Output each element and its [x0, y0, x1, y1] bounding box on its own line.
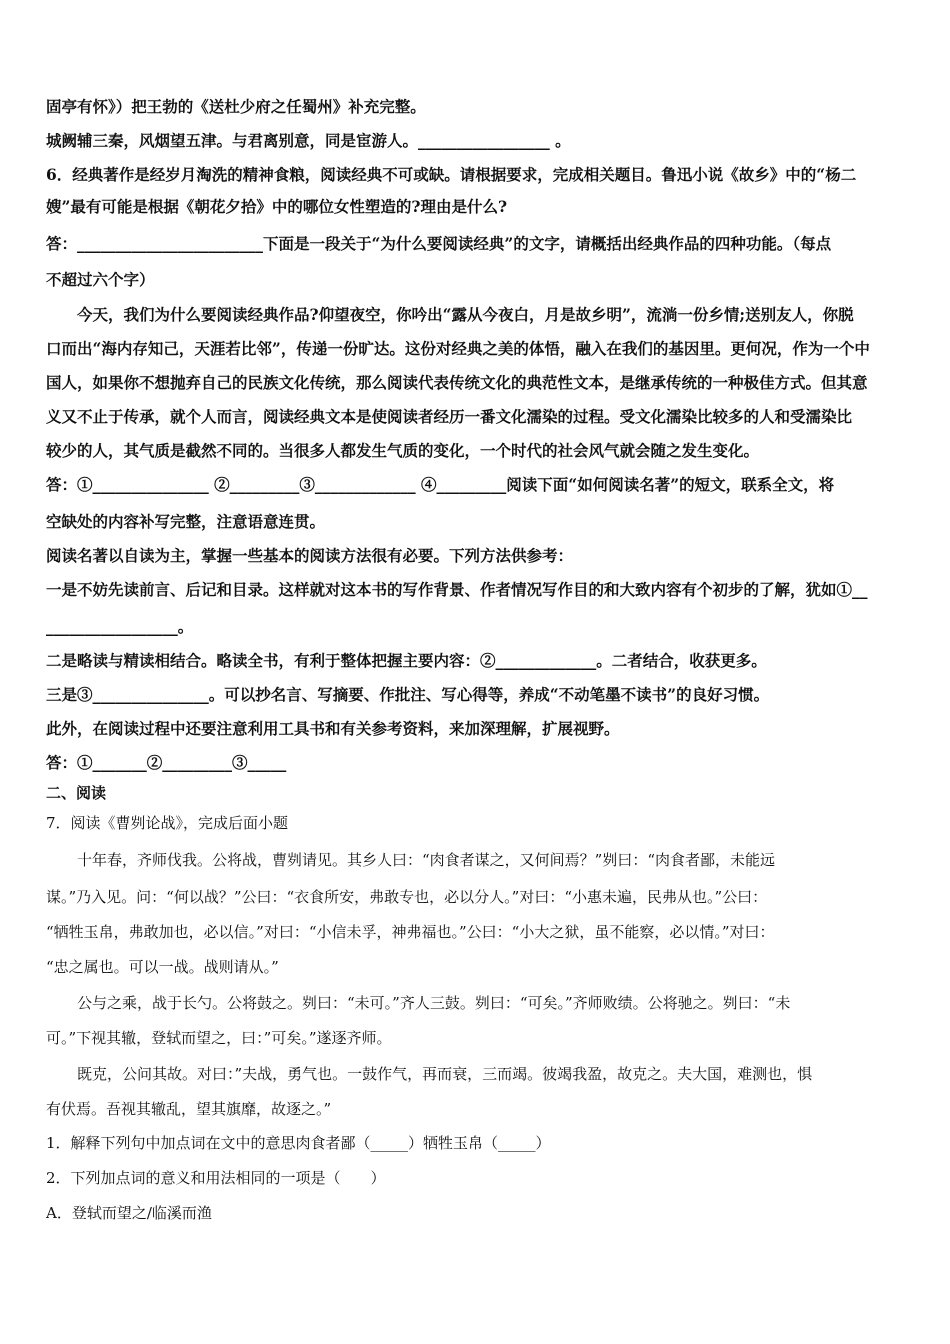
classical-text-line: 可。”下视其辙，登轼而望之，曰：”可矣。”遂逐齐师。: [46, 1029, 392, 1047]
answer-line: 答：①_______②_________③_____: [46, 753, 287, 772]
classical-text-line: “牺牲玉帛，弗敢加也，必以信。”对曰：“小信未孚，神弗福也。”公曰：“小大之狱，虽不能察，必以情。”对曰：: [46, 923, 775, 941]
passage-line: 国人，如果你不想抛弃自己的民族文化传统，那么阅读代表传统文化的典范性文本，是继承传统的一种极佳方式。但其意: [46, 373, 868, 392]
classical-text-line: 公与之乘，战于长勺。公将鼓之。刿曰：“未可。”齐人三鼓。刿曰：“可矣。”齐师败绩。公将驰之。刿曰：“未: [77, 994, 791, 1012]
passage-line: 义又不止于传承，就个人而言，阅读经典文本是使阅读者经历一番文化濡染的过程。受文化濡染比较多的人和受濡染比: [46, 407, 853, 426]
option-a: A．登轼而望之/临溪而渔: [46, 1204, 212, 1222]
passage-line: 较少的人，其气质是截然不同的。当很多人都发生气质的变化，一个时代的社会风气就会随之发生变化。: [46, 441, 760, 460]
classical-text-line: “忠之属也。可以一战。战则请从。”: [46, 958, 279, 976]
question-7-title: 7．阅读《曹刿论战》，完成后面小题: [46, 814, 289, 832]
text-line: 嫂”最有可能是根据《朝花夕拾》中的哪位女性塑造的?理由是什么?: [46, 197, 508, 216]
text-line: 固亭有怀》）把王勃的《送杜少府之任蜀州》补充完整。: [46, 97, 426, 116]
question-6-line: 6．经典著作是经岁月淘洗的精神食粮，阅读经典不可或缺。请根据要求，完成相关题目。鲁迅小说《故乡》中的“杨二: [46, 165, 857, 184]
answer-line: 答：①_______________ ②_________③_____________ ④_________阅读下面“如何阅读名著”的短文，联系全文，将: [46, 475, 835, 494]
classical-text-line: 十年春，齐师伐我。公将战，曹刿请见。其乡人曰：“肉食者谋之，又何间焉？”刿曰：“肉食者鄙，未能远: [77, 851, 776, 869]
sub-question-1: 1．解释下列句中加点词在文中的意思肉食者鄙（_____）牺牲玉帛（_____）: [46, 1134, 551, 1152]
text-line: 此外，在阅读过程中还要注意利用工具书和有关参考资料，来加深理解，扩展视野。: [46, 719, 620, 738]
classical-text-line: 既克，公问其故。对曰：”夫战，勇气也。一鼓作气，再而衰，三而竭。彼竭我盈，故克之。夫大国，难测也，惧: [77, 1065, 813, 1083]
text-line: 空缺处的内容补写完整，注意语意连贯。: [46, 512, 326, 531]
text-line: 城阙辅三秦，风烟望五津。与君离别意，同是宦游人。_________________ 。: [46, 131, 571, 150]
passage-line: 今天，我们为什么要阅读经典作品?仰望夜空，你吟出“露从今夜白，月是故乡明”，流淌一份乡情;送别友人，你脱: [77, 305, 854, 324]
text-line: _________________。: [46, 617, 194, 636]
text-line: 三是③_______________。可以抄名言、写摘要、作批注、写心得等，养成“不动笔墨不读书”的良好习惯。: [46, 685, 770, 704]
text-line: 阅读名著以自读为主，掌握一些基本的阅读方法很有必要。下列方法供参考：: [46, 546, 574, 565]
classical-text-line: 有伏焉。吾视其辙乱，望其旗靡，故逐之。”: [46, 1100, 332, 1118]
passage-line: 口而出“海内存知己，天涯若比邻”，传递一份旷达。这份对经典之美的体悟，融入在我们的基因里。更何况，作为一个中: [46, 339, 870, 358]
section-heading: 二、阅读: [46, 784, 107, 802]
text-line: 不超过六个字）: [46, 270, 155, 289]
classical-text-line: 谋。”乃入见。问：“何以战？”公曰：“衣食所安，弗敢专也，必以分人。”对曰：“小惠未遍，民弗从也。”公曰：: [46, 888, 768, 906]
text-line: 二是略读与精读相结合。略读全书，有利于整体把握主要内容：②_____________。二者结合，收获更多。: [46, 651, 767, 670]
text-line: 一是不妨先读前言、后记和目录。这样就对这本书的写作背景、作者情况写作目的和大致内容有个初步的了解，犹如①__: [46, 580, 868, 599]
answer-line: 答：________________________下面是一段关于“为什么要阅读经典”的文字，请概括出经典作品的四种功能。（每点: [46, 234, 832, 253]
sub-question-2: 2．下列加点词的意义和用法相同的一项是（ ）: [46, 1169, 386, 1187]
